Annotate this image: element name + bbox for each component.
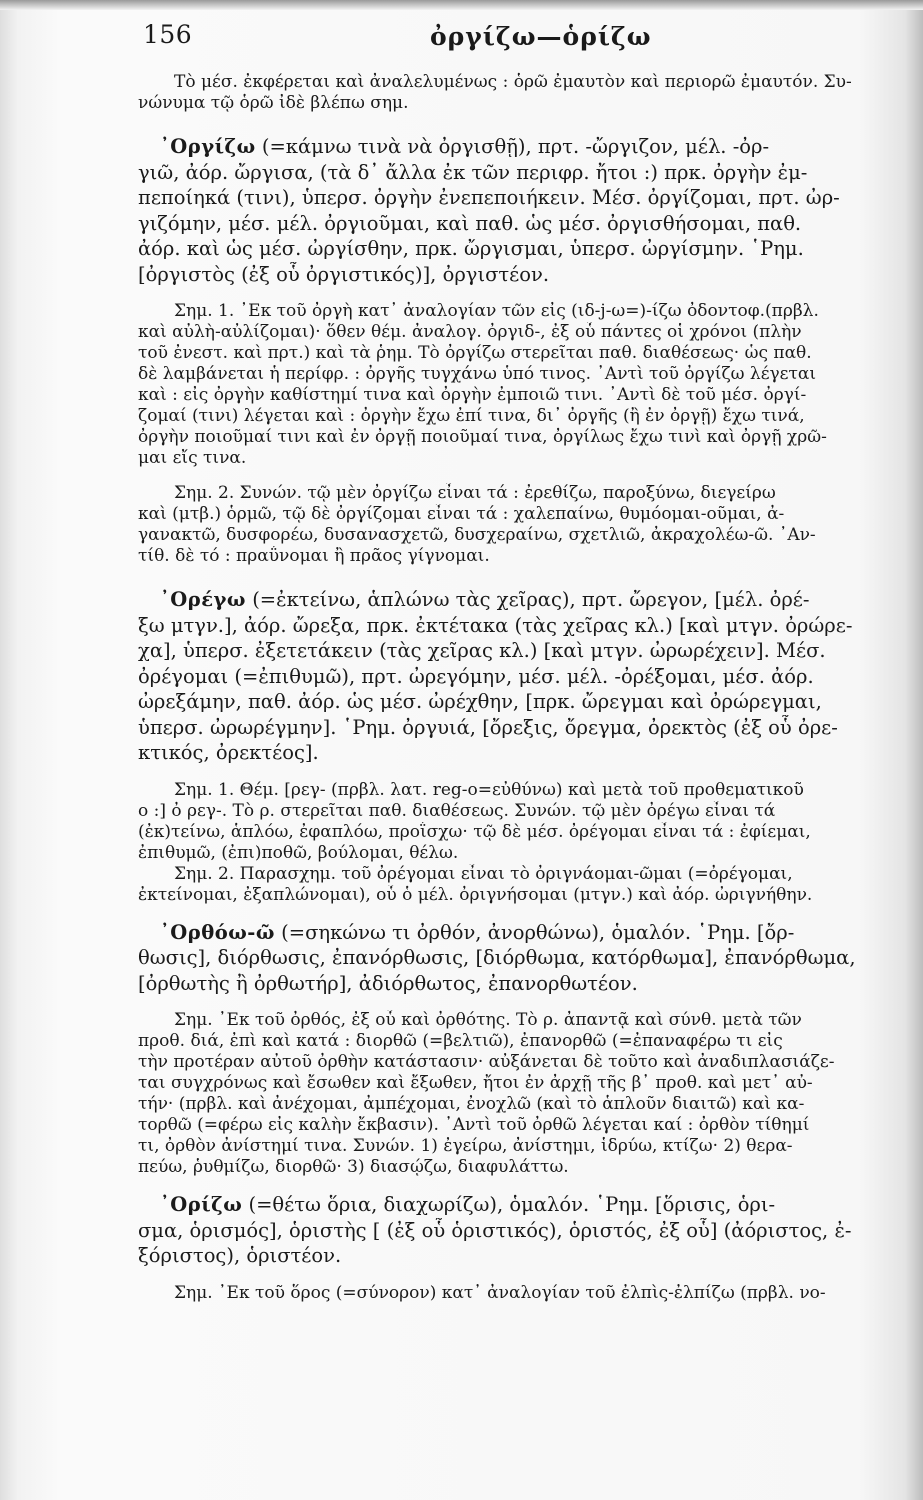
note-line: ται συγχρόνως καὶ ἔσωθεν καὶ ἔξωθεν, ἤτοι ἐν ἀρχῇ τῆς β᾿ προθ. καὶ μετ᾿ αὐ- <box>138 1073 813 1093</box>
entry-text: (=θέτω ὅρια, διαχωρίζω), ὁμαλόν. ῾Ρημ. [ὅρισις, ὁρι- <box>242 1193 776 1216</box>
text-line: ξόριστος), ὁριστέον. <box>138 1244 342 1267</box>
note-line: πεύω, ῥυθμίζω, διορθῶ· 3) διασῴζω, διαφυλάττω. <box>138 1157 569 1177</box>
note-line: τήν· (πρβλ. καὶ ἀνέχομαι, ἀμπέχομαι, ἐνοχλῶ (καὶ τὸ ἁπλοῦν διαιτῶ) καὶ κα- <box>138 1094 805 1114</box>
entry-headline <box>138 134 908 160</box>
entry-headline <box>138 1192 908 1218</box>
note-line: ἐπιθυμῶ, (ἐπι)ποθῶ, βούλομαι, θέλω. <box>138 842 459 863</box>
entry-text: (=σηκώνω τι ὀρθόν, ἀνορθώνω), ὁμαλόν. ῾Ρημ. [ὄρ- <box>274 920 795 944</box>
page-body <box>138 72 908 1304</box>
page-header <box>0 14 923 54</box>
note-line: τὴν προτέραν αὐτοῦ ὀρθὴν κατάστασιν· αὐξάνεται δὲ τοῦτο καὶ ἀναδιπλασιάζε- <box>138 1052 835 1072</box>
note-line: νώνυμα τῷ ὁρῶ ἰδὲ βλέπω σημ. <box>138 93 409 113</box>
spacer <box>138 567 908 587</box>
entry-headline <box>138 587 908 613</box>
spacer <box>138 287 908 301</box>
text-line: [ὀργιστὸς (ἐξ οὗ ὀργιστικός)], ὀργιστέον. <box>138 262 550 286</box>
note-line: τίθ. δὲ τό : πραΰνομαι ἢ πρᾶος γίγνομαι. <box>138 546 490 566</box>
spacer <box>138 1178 908 1192</box>
spacer <box>138 906 908 920</box>
spacer <box>138 766 908 780</box>
note-line: Σημ. 2. Συνών. τῷ μὲν ὀργίζω εἶναι τά : ἐρεθίζω, παροξύνω, διεγείρω <box>174 483 776 503</box>
page-top-shadow <box>0 0 923 10</box>
entry-text: (=κάμνω τινὰ νὰ ὀργισθῇ), πρτ. -ὤργιζον, μέλ. -ὀρ- <box>255 135 770 158</box>
note-line: τοῦ ἐνεστ. καὶ πρτ.) καὶ τὰ ῥημ. Τὸ ὀργίζω στερεῖται παθ. διαθέσεως· ὡς παθ. <box>138 343 812 363</box>
note-line: καὶ (μτβ.) ὁρμῶ, τῷ δὲ ὀργίζομαι εἶναι τά : χαλεπαίνω, θυμόομαι-οῦμαι, ἀ- <box>138 504 785 524</box>
note-line: προθ. διά, ἐπὶ καὶ κατά : διορθῶ (=βελτιῶ), ἐπανορθῶ (=ἐπαναφέρω τι εἰς <box>138 1031 783 1051</box>
note-line: τι, ὀρθὸν ἀνίστημί τινα. Συνών. 1) ἐγείρω, ἀνίστημι, ἱδρύω, κτίζω· 2) θερα- <box>138 1136 793 1156</box>
note-line: ο :] ὀ ρεγ-. Τὸ ρ. στερεῖται παθ. διαθέσεως. Συνών. τῷ μὲν ὀρέγω εἶναι τά <box>138 800 776 821</box>
spacer <box>138 469 908 483</box>
note-line: Σημ. 1. Θέμ. [ρεγ- (πρβλ. λατ. reg-o=εὐθύνω) καὶ μετὰ τοῦ προθεματικοῦ <box>174 779 804 800</box>
headword: ᾿Οργίζω <box>160 135 256 158</box>
note-line: γανακτῶ, δυσφορέω, δυσανασχετῶ, δυσχεραίνω, σχετλιῶ, ἀκραχολέω-ῶ. ᾿Αν- <box>138 525 816 545</box>
note-line: ὀργὴν ποιοῦμαί τινι καὶ ἐν ὀργῇ ποιοῦμαί τινα, ὀργίλως ἔχω τινὶ καὶ ὀργῇ χρῶ- <box>138 427 827 447</box>
note-line: Σημ. 2. Παρασχημ. τοῦ ὀρέγομαι εἶναι τὸ ὀριγνάομαι-ῶμαι (=ὀρέγομαι, <box>174 863 793 884</box>
text-line: ἀόρ. καὶ ὡς μέσ. ὠργίσθην, πρκ. ὤργισμαι, ὑπερσ. ὠργίσμην. ῾Ρημ. <box>138 237 804 260</box>
text-line: κτικός, ὀρεκτέος]. <box>138 741 319 764</box>
running-head: ὀργίζω—ὁρίζω <box>430 22 652 51</box>
headword: ᾿Ορίζω <box>160 1193 243 1216</box>
note-line: τορθῶ (=φέρω εἰς καλὴν ἔκβασιν). ᾿Αντὶ τοῦ ὀρθῶ λέγεται καί : ὀρθὸν τίθημί <box>138 1115 810 1135</box>
text-line: χα], ὑπερσ. ἐξετετάκειν (τὰς χεῖρας κλ.) [καὶ μτγν. ὠρωρέχειν]. Μέσ. <box>138 639 826 662</box>
spacer <box>138 114 908 134</box>
text-line: ξω μτγν.], ἀόρ. ὤρεξα, πρκ. ἐκτέτακα (τὰς χεῖρας κλ.) [καὶ μτγν. ὀρώρε- <box>138 613 853 637</box>
text-line: σμα, ὁρισμός], ὁριστὴς [ (ἐξ οὗ ὁριστικός), ὁριστός, ἐξ οὗ] (ἀόριστος, ἐ- <box>138 1218 852 1242</box>
note-line: ἐκτείνομαι, ἐξαπλώνομαι), οὗ ὁ μέλ. ὀριγνήσομαι (μτγν.) καὶ ἀόρ. ὠριγνήθην. <box>138 884 813 905</box>
note-line: Σημ. ᾿Εκ τοῦ ὀρθός, ἐξ οὗ καὶ ὀρθότης. Τὸ ρ. ἀπαντᾷ καὶ σύνθ. μετὰ τῶν <box>174 1010 802 1030</box>
note-line: Σημ. 1. ᾿Εκ τοῦ ὀργὴ κατ᾿ ἀναλογίαν τῶν εἰς (ιδ-j-ω=)-ίζω ὀδοντοφ.(πρβλ. <box>174 301 819 321</box>
note-line: καὶ : εἰς ὀργὴν καθίστημί τινα καὶ ὀργὴν ἐμποιῶ τινι. ᾿Αντὶ δὲ τοῦ μέσ. ὀργί- <box>138 385 807 405</box>
note-line: Σημ. ᾿Εκ τοῦ ὅρος (=σύνορον) κατ᾿ ἀναλογίαν τοῦ ἐλπὶς-ἐλπίζω (πρβλ. νο- <box>174 1282 826 1303</box>
text-line: πεποίηκά (τινι), ὑπερσ. ὀργὴν ἐνεπεποιήκειν. Μέσ. ὀργίζομαι, πρτ. ὠρ- <box>138 186 840 209</box>
note-line: ζομαί (τινι) λέγεται καὶ : ὀργὴν ἔχω ἐπί τινα, δι᾿ ὀργῆς (ἢ ἐν ὀργῇ) ἔχω τινά, <box>138 406 805 426</box>
note-line: (ἐκ)τείνω, ἁπλόω, ἐφαπλόω, προΐσχω· τῷ δὲ μέσ. ὀρέγομαι εἶναι τά : ἐφίεμαι, <box>138 821 811 842</box>
spacer <box>138 996 908 1010</box>
headword: ᾿Ορθόω-ῶ <box>160 920 275 944</box>
text-line: θωσις], διόρθωσις, ἐπανόρθωσις, [διόρθωμα, κατόρθωμα], ἐπανόρθωμα, <box>138 946 856 969</box>
text-line: γιῶ, ἀόρ. ὤργισα, (τὰ δ᾿ ἄλλα ἐκ τῶν περιφρ. ἤτοι :) πρκ. ὀργὴν ἐμ- <box>138 160 808 184</box>
text-line: γιζόμην, μέσ. μέλ. ὀργιοῦμαι, καὶ παθ. ὡς μέσ. ὀργισθήσομαι, παθ. <box>138 211 802 235</box>
entry-headline <box>138 920 908 946</box>
note-line: καὶ αὐλὴ-αὐλίζομαι)· ὅθεν θέμ. ἀναλογ. ὀργιδ-, ἐξ οὗ πάντες οἱ χρόνοι (πλὴν <box>138 322 802 342</box>
entry-text: (=ἐκτείνω, ἁπλώνω τὰς χεῖρας), πρτ. ὤρεγον, [μέλ. ὀρέ- <box>246 588 810 611</box>
note-line: Τὸ μέσ. ἐκφέρεται καὶ ἀναλελυμένως : ὁρῶ ἐμαυτὸν καὶ περιορῶ ἐμαυτόν. Συ- <box>174 72 852 92</box>
note-line: δὲ λαμβάνεται ἡ περίφρ. : ὀργῆς τυγχάνω ὑπό τινος. ᾿Αντὶ τοῦ ὀργίζω λέγεται <box>138 364 817 384</box>
note-line: μαι εἴς τινα. <box>138 448 247 468</box>
text-line: ὑπερσ. ὠρωρέγμην]. ῾Ρημ. ὀργυιά, [ὄρεξις, ὄρεγμα, ὀρεκτὸς (ἐξ οὗ ὀρε- <box>138 715 838 739</box>
spacer <box>138 1269 908 1283</box>
headword: ᾿Ορέγω <box>160 588 246 611</box>
page-number: 156 <box>143 20 193 49</box>
text-line: ὀρέγομαι (=ἐπιθυμῶ), πρτ. ὠρεγόμην, μέσ. μέλ. -ὀρέξομαι, μέσ. ἀόρ. <box>138 664 814 688</box>
text-line: ὠρεξάμην, παθ. ἀόρ. ὡς μέσ. ὠρέχθην, [πρκ. ὤρεγμαι καὶ ὀρώρεγμαι, <box>138 690 822 713</box>
text-line: [ὀρθωτὴς ἢ ὀρθωτήρ], ἀδιόρθωτος, ἐπανορθωτέον. <box>138 971 638 995</box>
